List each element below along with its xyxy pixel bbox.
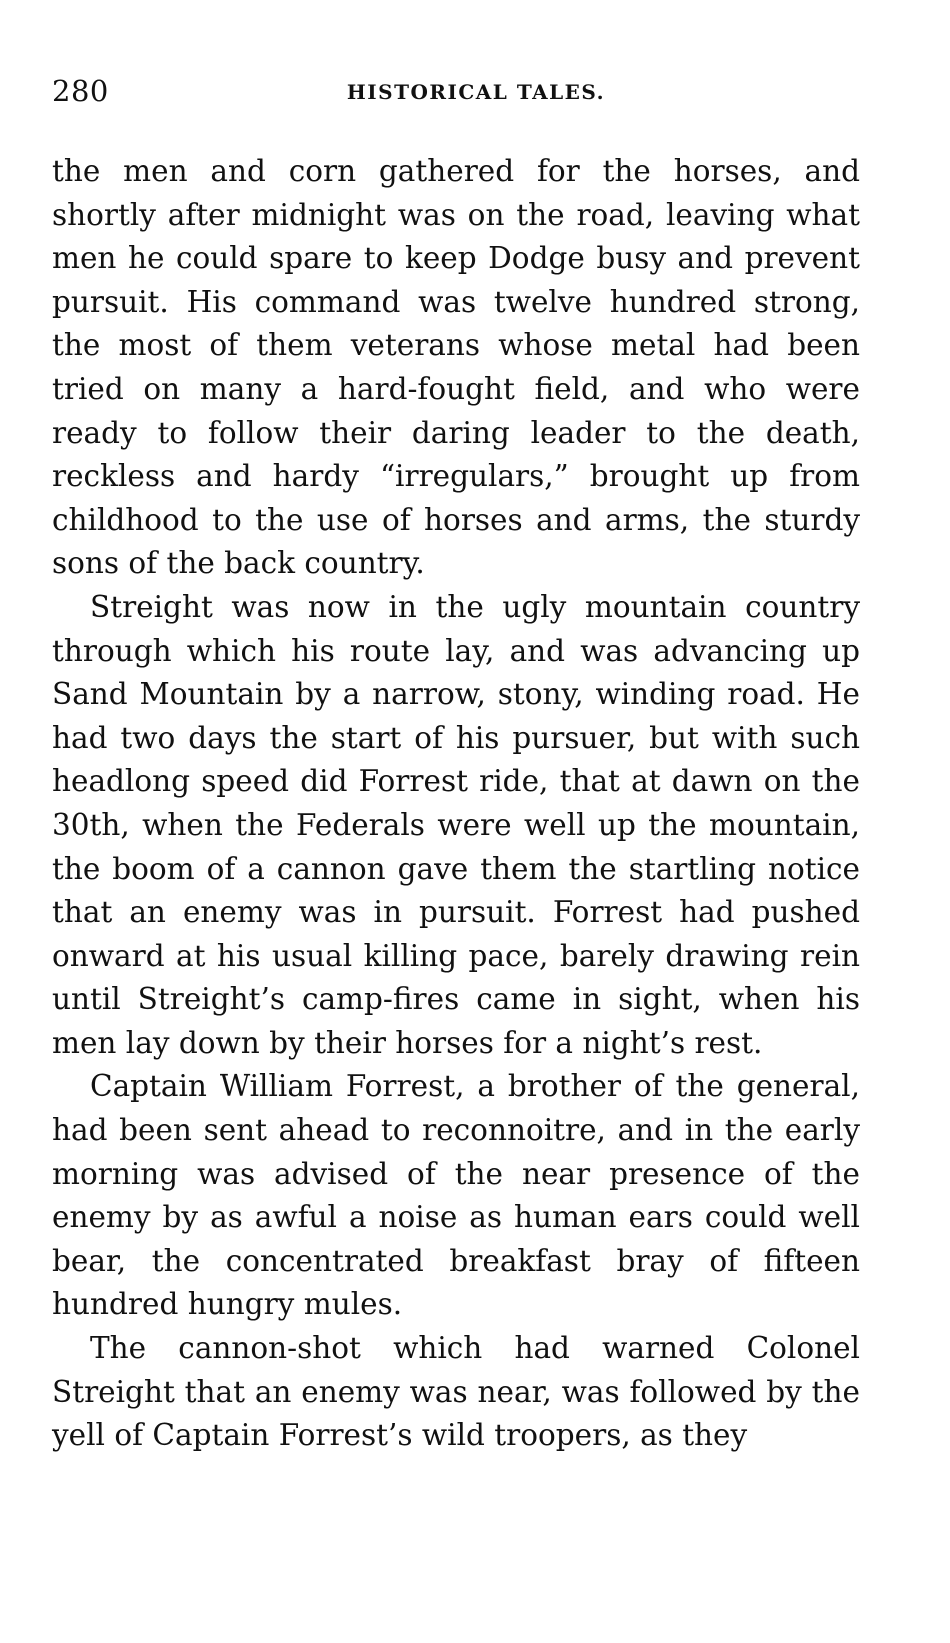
paragraph-continued: the men and corn gathered for the horses, and shortly after midnight was on the road, leaving what men he could spare to keep Dodge busy and prevent pursuit. His command was twelve hundred strong, the most of them veterans whose metal had been tried on many a hard-fought field, and who were ready to follow their daring leader to the death, reckless and hardy “irregulars,” brought up from childhood to the use of horses and arms, the sturdy sons of the back country.	[52, 154, 860, 581]
paragraph: Streight was now in the ugly mountain country through which his route lay, and was advancing up Sand Mountain by a narrow, stony, winding road. He had two days the start of his pursuer, but with such headlong speed did Forrest ride, that at dawn on the 30th, when the Federals were well up the mountain, the boom of a cannon gave them the startling notice that an enemy was in pursuit. Forrest had pushed onward at his usual killing pace, barely drawing rein until Streight’s camp-fires came in sight, when his men lay down by their horses for a night’s rest.	[52, 589, 860, 1060]
body-text	[52, 150, 860, 1458]
book-page	[52, 64, 860, 1458]
running-head: HISTORICAL TALES.	[346, 80, 606, 104]
page-header	[52, 64, 860, 116]
paragraph: Captain William Forrest, a brother of the general, had been sent ahead to reconnoitre, and in the early morning was advised of the near presence of the enemy by as awful a noise as human ears could well bear, the concentrated breakfast bray of fifteen hundred hungry mules.	[52, 1069, 860, 1322]
page-number: 280	[52, 74, 109, 108]
paragraph: The cannon-shot which had warned Colonel Streight that an enemy was near, was followed by the yell of Captain Forrest’s wild troopers, as they	[52, 1331, 860, 1453]
